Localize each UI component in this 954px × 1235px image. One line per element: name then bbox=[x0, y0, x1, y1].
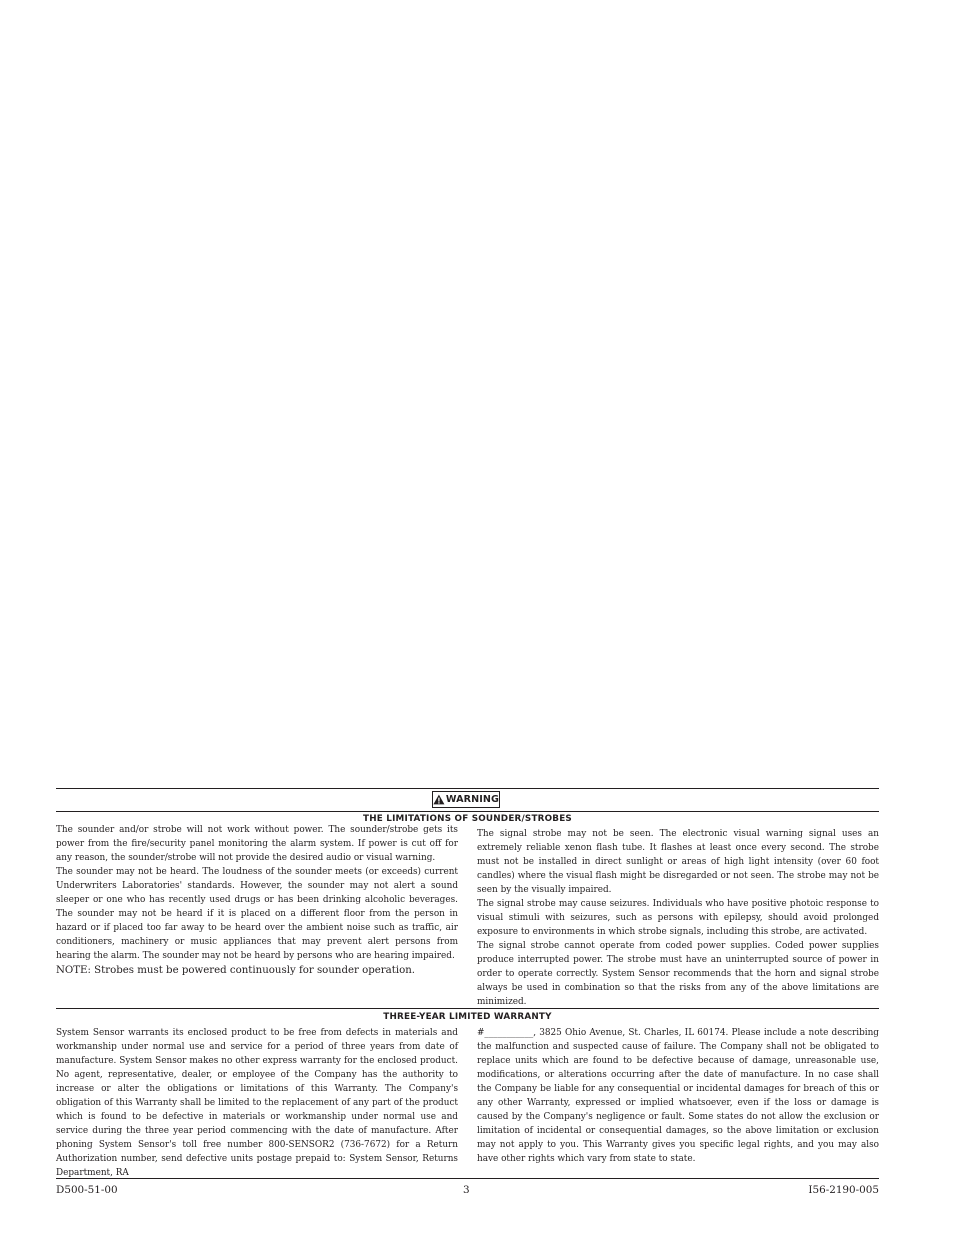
warranty-section bbox=[56, 1011, 879, 1178]
limitations-paragraph: The sounder may not be heard. The loudness of the sounder meets (or exceeds) current Underwriters Laboratories' standards. However, the sounder may not alert a sound sleeper or one who has recently used drugs or has been drinking alcoholic beverages. The sounder may not be heard if it is placed on a different floor from the person in hazard or if placed too far away to be heard over the ambient noise such as traffic, air conditioners, machinery or music appliances that may prevent alert persons from hearing the alarm. The sounder may not be heard by persons who are hearing impaired. bbox=[56, 867, 458, 961]
document-body bbox=[56, 788, 879, 1178]
warning-row bbox=[56, 789, 879, 811]
limitations-left-column bbox=[56, 823, 458, 1008]
limitations-title: THE LIMITATIONS OF SOUNDER/STROBES bbox=[363, 814, 572, 824]
page-footer bbox=[56, 1178, 879, 1196]
warning-badge bbox=[432, 791, 500, 808]
part-number: I56-2190-005 bbox=[808, 1184, 879, 1196]
warranty-columns bbox=[56, 1026, 879, 1178]
warranty-right-column bbox=[477, 1026, 879, 1170]
limitations-columns bbox=[56, 825, 879, 1008]
limitations-right-column bbox=[477, 827, 879, 1008]
limitations-paragraph: The signal strobe may cause seizures. Individuals who have positive photoic response to visual stimuli with seizures, such as persons with epilepsy, should avoid prolonged exposure to environments in which strobe signals, including this strobe, are activated. bbox=[477, 899, 879, 937]
strobe-note: NOTE: Strobes must be powered continuously for sounder operation. bbox=[56, 965, 416, 976]
warranty-title: THREE-YEAR LIMITED WARRANTY bbox=[383, 1012, 552, 1022]
document-number: D500-51-00 bbox=[56, 1184, 118, 1196]
limitations-section bbox=[56, 813, 879, 1008]
warranty-paragraph: #___________, 3825 Ohio Avenue, St. Charles, IL 60174. Please include a note describing the malfunction and suspected cause of failure. The Company shall not be obligated to replace units which are found to be defective because of damage, unreasonable use, modifications, or alterations occurring after the date of manufacture. In no case shall the Company be liable for any consequential or incidental damages for breach of this or any other Warranty, expressed or implied whatsoever, even if the loss or damage is caused by the Company's negligence or fault. Some states do not allow the exclusion or limitation of incidental or consequential damages, so the above limitation or exclusion may not apply to you. This Warranty gives you specific legal rights, and you may also have other rights which vary from state to state. bbox=[477, 1028, 879, 1164]
warning-triangle-icon bbox=[433, 794, 445, 805]
warranty-left-column bbox=[56, 1026, 458, 1178]
limitations-paragraph: The sounder and/or strobe will not work without power. The sounder/strobe gets its power from the fire/security panel monitoring the alarm system. If power is cut off for any reason, the sounder/strobe will not provide the desired audio or visual warning. bbox=[56, 825, 458, 863]
page-number: 3 bbox=[463, 1184, 470, 1196]
warning-label: WARNING bbox=[445, 794, 499, 805]
warning-rule bbox=[56, 811, 879, 812]
limitations-paragraph: The signal strobe cannot operate from coded power supplies. Coded power supplies produce interrupted power. The strobe must have an uninterrupted source of power in order to operate correctly. System Sensor recommends that the horn and signal strobe always be used in combination so that the risks from any of the above limitations are minimized. bbox=[477, 941, 879, 1007]
limitations-paragraph: The signal strobe may not be seen. The electronic visual warning signal uses an extremely reliable xenon flash tube. It flashes at least once every second. The strobe must not be installed in direct sunlight or areas of high light intensity (over 60 foot candles) where the visual flash might be disregarded or not seen. The strobe may not be seen by the visually impaired. bbox=[477, 829, 879, 895]
warranty-paragraph: System Sensor warrants its enclosed product to be free from defects in materials and workmanship under normal use and service for a period of three years from date of manufacture. System Sensor makes no other express warranty for the enclosed product. No agent, representative, dealer, or employee of the Company has the authority to increase or alter the obligations or limitations of this Warranty. The Company's obligation of this Warranty shall be limited to the replacement of any part of the product which is found to be defective in materials or workmanship under normal use and service during the three year period commencing with the date of manufacture. After phoning System Sensor's toll free number 800-SENSOR2 (736-7672) for a Return Authorization number, send defective units postage prepaid to: System Sensor, Returns Department, RA bbox=[56, 1028, 458, 1178]
